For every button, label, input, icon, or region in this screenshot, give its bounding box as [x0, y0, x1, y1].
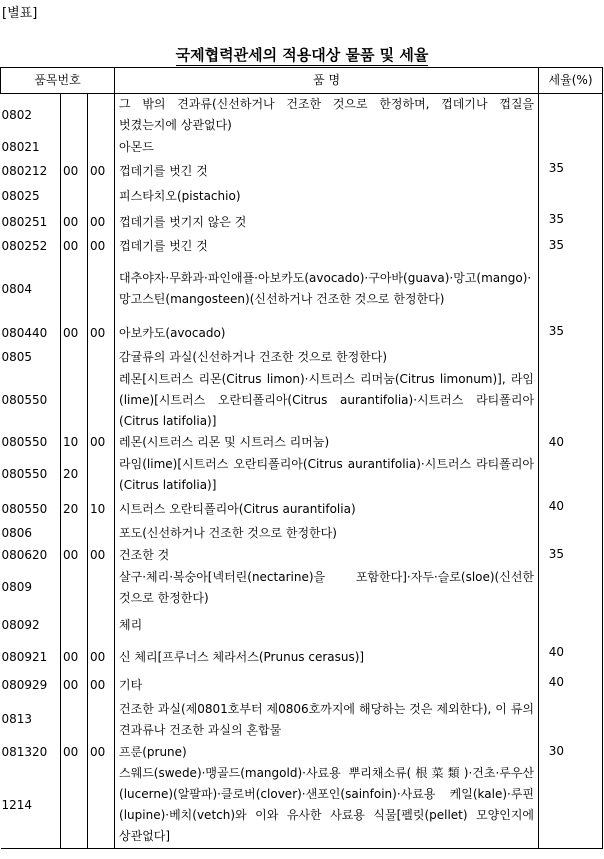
item-name: 포도(신선하거나 건조한 것으로 한정한다): [115, 522, 539, 544]
table-row: [1, 209, 603, 235]
table-row: [1, 235, 603, 257]
code-heading: 0813: [1, 698, 61, 741]
table-row: [1, 136, 603, 158]
code-sub1: [61, 609, 88, 642]
tariff-rate: [539, 609, 603, 642]
code-sub1: [61, 698, 88, 741]
code-heading: 0802: [1, 94, 61, 137]
code-heading: 080550: [1, 496, 61, 522]
table-row: [1, 522, 603, 544]
appendix-tag: [별표]: [2, 6, 38, 21]
code-sub1: 00: [61, 158, 88, 184]
item-name: 건조한 것: [115, 544, 539, 566]
code-heading: 1214: [1, 763, 61, 848]
tariff-rate: 35: [539, 209, 603, 235]
code-sub2: [88, 368, 115, 432]
code-sub2: [88, 698, 115, 741]
code-heading: 080251: [1, 209, 61, 235]
table-row: [1, 184, 603, 209]
code-heading: 080921: [1, 642, 61, 672]
item-name: 신 체리[프루너스 체라서스(Prunus cerasus)]: [115, 642, 539, 672]
item-name: 기타: [115, 672, 539, 698]
tariff-rate: 40: [539, 432, 603, 453]
item-name: 살구·체리·복숭아[넥터린(nectarine)을 포함한다]·자두·슬로(sloe)(신선한 것으로 한정한다): [115, 566, 539, 609]
code-sub2: 00: [88, 432, 115, 453]
code-sub1: [61, 763, 88, 848]
code-heading: 080252: [1, 235, 61, 257]
code-sub2: 00: [88, 321, 115, 346]
code-sub2: [88, 453, 115, 496]
table-row: [1, 94, 603, 137]
table-row: [1, 257, 603, 321]
item-name: 스웨드(swede)·맹골드(mangold)·사료용 뿌리채소류(根菜類)·건초·루우산(lucerne)(알팔파)·클로버(clover)·샌포인(sainfoin)·사료용 케일(kale)·루핀(lupine)·베치(vetch)와 이와 유사한 사료용 식물[펠릿(pellet) 모양인지에 상관없다]: [115, 763, 539, 848]
code-heading: 0806: [1, 522, 61, 544]
document-title: [0, 44, 604, 65]
code-heading: 0804: [1, 257, 61, 321]
item-name: 껍데기를 벗기지 않은 것: [115, 209, 539, 235]
code-sub2: 00: [88, 235, 115, 257]
code-heading: 080550: [1, 453, 61, 496]
item-name: 라임(lime)[시트러스 오란티폴리아(Citrus aurantifolia)·시트러스 라티폴리아(Citrus latifolia)]: [115, 453, 539, 496]
code-heading: 080929: [1, 672, 61, 698]
table-row: [1, 741, 603, 763]
document-title-text: 국제협력관세의 적용대상 물품 및 세율: [175, 46, 429, 64]
item-name: 감귤류의 과실(신선하거나 건조한 것으로 한정한다): [115, 346, 539, 368]
code-sub1: [61, 368, 88, 432]
table-row: [1, 368, 603, 432]
code-sub2: 00: [88, 741, 115, 763]
item-name: 체리: [115, 609, 539, 642]
tariff-rate: 35: [539, 321, 603, 346]
code-sub2: 00: [88, 642, 115, 672]
code-sub2: 00: [88, 158, 115, 184]
item-name: 레몬(시트러스 리몬 및 시트러스 리머눔): [115, 432, 539, 453]
code-sub2: [88, 257, 115, 321]
tariff-rate: [539, 136, 603, 158]
item-name: 대추야자·무화과·파인애플·아보카도(avocado)·구아바(guava)·망고(mango)·망고스틴(mangosteen)(신선하거나 건조한 것으로 한정한다): [115, 257, 539, 321]
table-row: [1, 698, 603, 741]
tariff-rate: [539, 522, 603, 544]
tariff-rate: [539, 566, 603, 609]
item-name: 껍데기를 벗긴 것: [115, 158, 539, 184]
tariff-rate: 35: [539, 544, 603, 566]
code-heading: 0809: [1, 566, 61, 609]
table-row: [1, 672, 603, 698]
code-sub1: 00: [61, 209, 88, 235]
code-sub2: [88, 94, 115, 137]
header-name: 품 명: [115, 68, 539, 94]
code-sub1: 00: [61, 321, 88, 346]
table-row: [1, 496, 603, 522]
code-heading: 08025: [1, 184, 61, 209]
code-heading: 080440: [1, 321, 61, 346]
code-sub1: [61, 94, 88, 137]
table-row: [1, 642, 603, 672]
code-sub1: 00: [61, 642, 88, 672]
code-sub1: [61, 257, 88, 321]
item-name: 건조한 과실(제0801호부터 제0806호까지에 해당하는 것은 제외한다), 이 류의 견과류나 건조한 과실의 혼합물: [115, 698, 539, 741]
table-body: [1, 94, 603, 849]
code-heading: 0805: [1, 346, 61, 368]
code-heading: 080550: [1, 432, 61, 453]
tariff-rate: [539, 94, 603, 137]
table-row: [1, 453, 603, 496]
tariff-rate: 30: [539, 741, 603, 763]
table-row: [1, 763, 603, 848]
code-heading: 080212: [1, 158, 61, 184]
code-sub1: 10: [61, 432, 88, 453]
item-name: 그 밖의 견과류(신선하거나 건조한 것으로 한정하며, 껍데기나 껍질을 벗겼는지에 상관없다): [115, 94, 539, 137]
item-name: 프룬(prune): [115, 741, 539, 763]
tariff-rate: 35: [539, 235, 603, 257]
code-heading: 080550: [1, 368, 61, 432]
table-row: [1, 609, 603, 642]
tariff-rate: 40: [539, 642, 603, 672]
tariff-rate: [539, 368, 603, 432]
table-row: [1, 321, 603, 346]
item-name: 시트러스 오란티폴리아(Citrus aurantifolia): [115, 496, 539, 522]
code-sub2: [88, 184, 115, 209]
tariff-rate: [539, 184, 603, 209]
code-sub1: 00: [61, 235, 88, 257]
code-sub1: [61, 522, 88, 544]
code-sub1: 00: [61, 741, 88, 763]
code-sub1: 00: [61, 672, 88, 698]
code-heading: 080620: [1, 544, 61, 566]
table-row: [1, 566, 603, 609]
code-sub2: 00: [88, 672, 115, 698]
tariff-rate: [539, 453, 603, 496]
code-sub2: [88, 136, 115, 158]
item-name: 껍데기를 벗긴 것: [115, 235, 539, 257]
tariff-table: [0, 67, 603, 849]
code-sub1: 00: [61, 544, 88, 566]
tariff-rate: [539, 257, 603, 321]
code-sub2: 00: [88, 544, 115, 566]
tariff-rate: [539, 698, 603, 741]
table-header-row: [1, 68, 603, 94]
code-sub1: [61, 346, 88, 368]
item-name: 아보카도(avocado): [115, 321, 539, 346]
tariff-rate: [539, 763, 603, 848]
item-name: 레몬[시트러스 리몬(Citrus limon)·시트러스 리머눔(Citrus limonum)], 라임(lime)[시트러스 오란티폴리아(Citrus aurantifolia)·시트러스 라티폴리아(Citrus latifolia)]: [115, 368, 539, 432]
header-code: 품목번호: [1, 68, 115, 94]
table-row: [1, 432, 603, 453]
code-heading: 08092: [1, 609, 61, 642]
code-sub2: 10: [88, 496, 115, 522]
tariff-rate: 40: [539, 496, 603, 522]
item-name: 피스타치오(pistachio): [115, 184, 539, 209]
code-heading: 08021: [1, 136, 61, 158]
code-sub2: [88, 763, 115, 848]
code-sub1: [61, 184, 88, 209]
code-sub1: [61, 566, 88, 609]
code-sub2: [88, 346, 115, 368]
code-sub1: 20: [61, 496, 88, 522]
table-row: [1, 544, 603, 566]
code-sub2: [88, 609, 115, 642]
code-sub1: [61, 136, 88, 158]
tariff-rate: 40: [539, 672, 603, 698]
tariff-rate: 35: [539, 158, 603, 184]
code-sub2: [88, 522, 115, 544]
code-heading: 081320: [1, 741, 61, 763]
tariff-rate: [539, 346, 603, 368]
code-sub2: [88, 566, 115, 609]
table-row: [1, 346, 603, 368]
item-name: 아몬드: [115, 136, 539, 158]
table-row: [1, 158, 603, 184]
code-sub1: 20: [61, 453, 88, 496]
code-sub2: 00: [88, 209, 115, 235]
header-rate: 세율(%): [539, 68, 603, 94]
